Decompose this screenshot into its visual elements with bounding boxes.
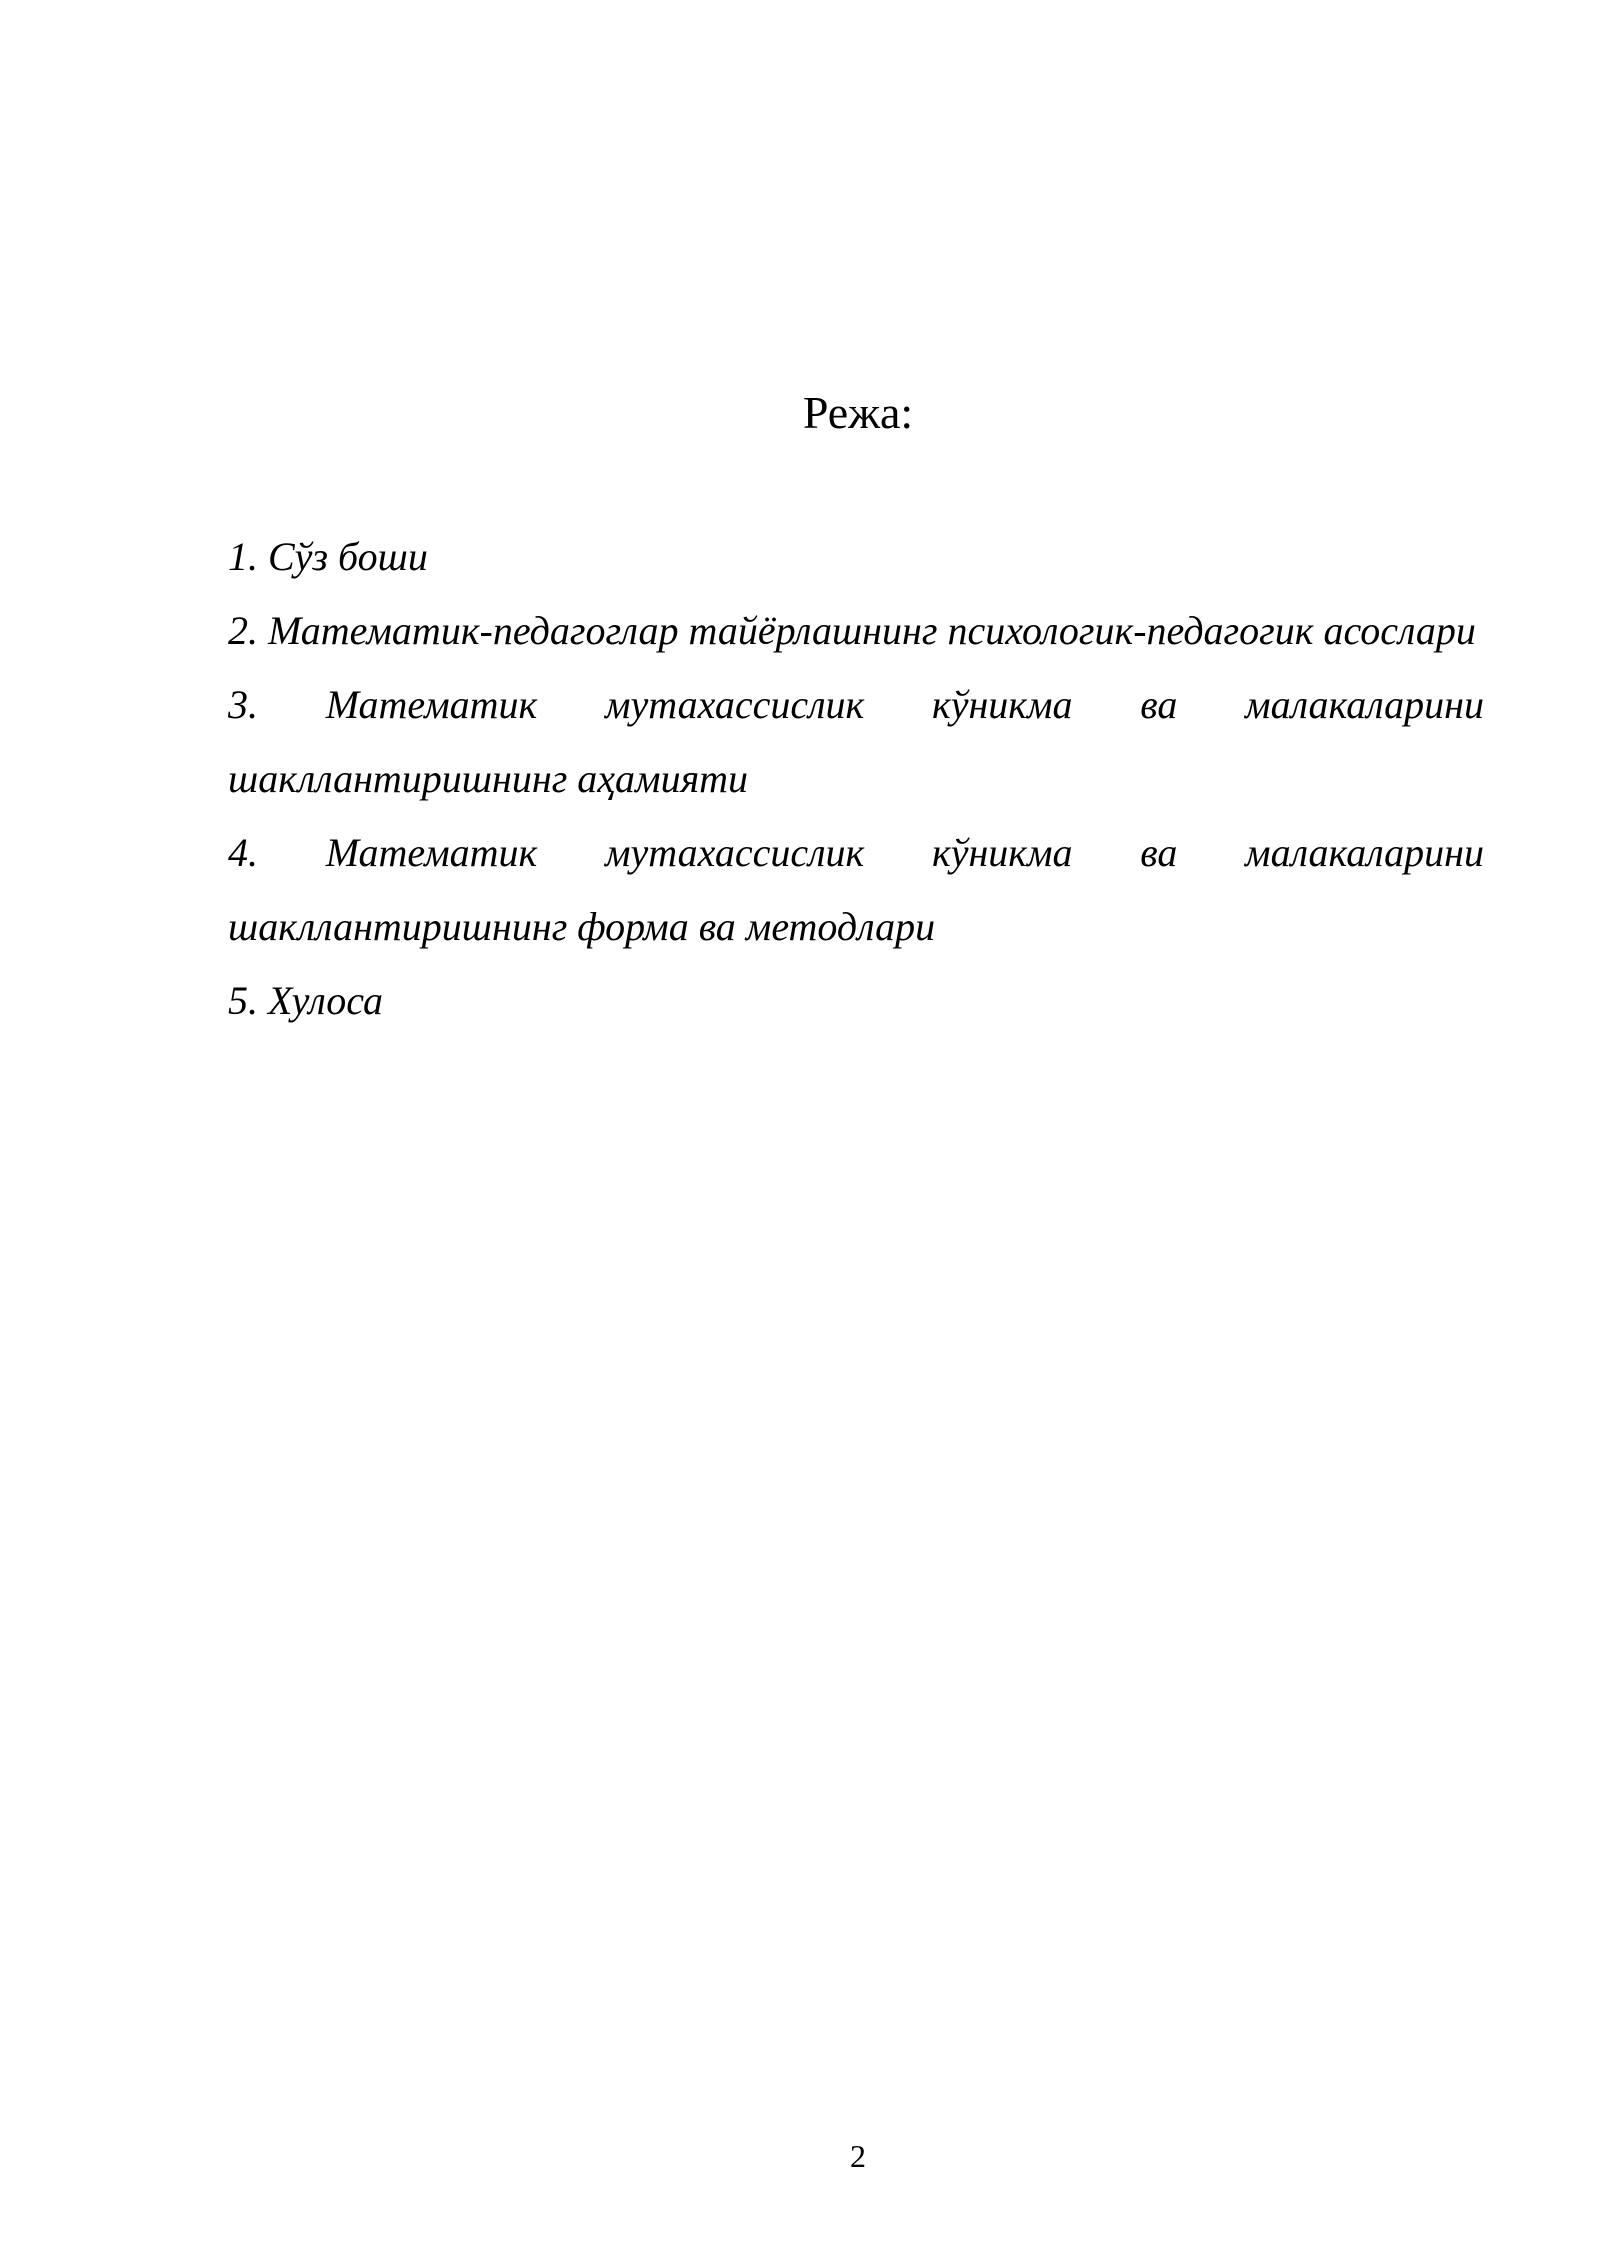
page-title: Режа: [802, 387, 914, 438]
outline-item-2: 2. Математик-педагоглар тайёрлашнинг психологик-педагогик асослари [228, 608, 1476, 653]
outline-item-5: 5. Хулоса [228, 978, 383, 1023]
outline-item-4: 4. Математик мутахассислик кўникма ва малакаларини шакллантиришнинг форма ва методлари [228, 830, 1484, 949]
page-number: 2 [850, 2138, 866, 2174]
plan-outline [228, 520, 1484, 1038]
outline-item-3: 3. Математик мутахассислик кўникма ва малакаларини шакллантиришнинг аҳамияти [228, 682, 1484, 801]
outline-item-1: 1. Сўз боши [228, 534, 428, 579]
